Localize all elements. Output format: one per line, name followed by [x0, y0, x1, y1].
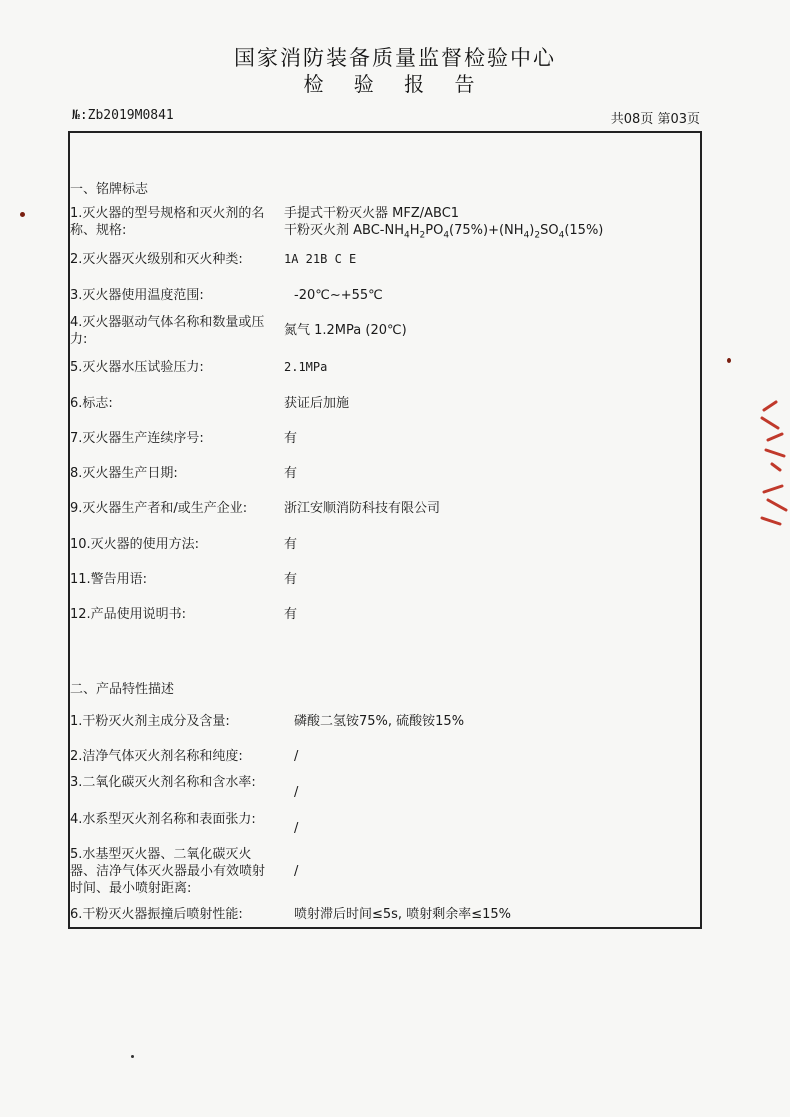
row-label: 2.洁净气体灭火剂名称和纯度:	[70, 749, 243, 764]
row-value: /	[294, 749, 299, 764]
row-value: 有	[284, 466, 298, 481]
row-label: 7.灭火器生产连续序号:	[70, 431, 204, 446]
row-label: 2.灭火器灭火级别和灭火种类:	[70, 252, 243, 267]
row-label: 5.水基型灭火器、二氧化碳灭火器、洁净气体灭火器最小有效喷射时间、最小喷射距离:	[70, 847, 266, 896]
report-title: 国家消防装备质量监督检验中心	[234, 46, 556, 70]
row-label: 8.灭火器生产日期:	[70, 466, 178, 481]
row-label: 3.二氧化碳灭火剂名称和含水率:	[70, 775, 256, 790]
row-value: 氮气 1.2MPa (20℃)	[284, 323, 407, 338]
row-value: 磷酸二氢铵75%, 硫酸铵15%	[294, 714, 465, 729]
row-label: 12.产品使用说明书:	[70, 607, 187, 622]
report-subtitle: 检 验 报 告	[303, 72, 487, 96]
row-value: -20℃~+55℃	[294, 288, 383, 303]
row-value-line2: 干粉灭火剂 ABC-$NH_4H_2PO_4(75\%)+(NH_4)_2SO_4(15\%)$	[284, 223, 604, 241]
row-value: 获证后加施	[284, 396, 350, 411]
row-value: 浙江安顺消防科技有限公司	[284, 501, 441, 516]
row-value: 1A 21B C E	[284, 252, 357, 266]
row-label: 4.水系型灭火剂名称和表面张力:	[70, 812, 256, 827]
row-value: 2.1MPa	[284, 360, 328, 374]
section-heading-characteristics: 二、产品特性描述	[70, 682, 175, 697]
scan-speck	[131, 1055, 134, 1058]
section-heading-nameplate: 一、铭牌标志	[70, 182, 149, 197]
row-label: 4.灭火器驱动气体名称和数量或压力:	[70, 315, 265, 347]
row-label: 6.干粉灭火器振撞后喷射性能:	[70, 907, 243, 922]
row-value: 喷射滞后时间≤5s, 喷射剩余率≤15%	[294, 907, 511, 922]
scan-speck	[727, 358, 731, 363]
row-value: 有	[284, 572, 298, 587]
page-info: 共08页 第03页	[610, 112, 700, 127]
row-label: 1.干粉灭火剂主成分及含量:	[70, 714, 230, 729]
scan-speck	[20, 212, 25, 217]
row-label: 1.灭火器的型号规格和灭火剂的名称、规格:	[70, 206, 265, 238]
row-label: 9.灭火器生产者和/或生产企业:	[70, 501, 248, 516]
seal-stamp-fragment	[758, 400, 788, 530]
row-value: 有	[284, 607, 298, 622]
row-value: /	[294, 864, 299, 879]
row-label: 3.灭火器使用温度范围:	[70, 288, 204, 303]
row-label: 6.标志:	[70, 396, 113, 411]
row-value: 有	[284, 537, 298, 552]
row-value-line1: 手提式干粉灭火器 MFZ/ABC1	[284, 206, 460, 221]
row-value: /	[294, 785, 299, 800]
document-number: №:Zb2019M0841	[72, 108, 174, 123]
row-value: 有	[284, 431, 298, 446]
row-label: 11.警告用语:	[70, 572, 148, 587]
row-label: 10.灭火器的使用方法:	[70, 537, 200, 552]
row-label: 5.灭火器水压试验压力:	[70, 360, 204, 375]
row-value: /	[294, 821, 299, 836]
